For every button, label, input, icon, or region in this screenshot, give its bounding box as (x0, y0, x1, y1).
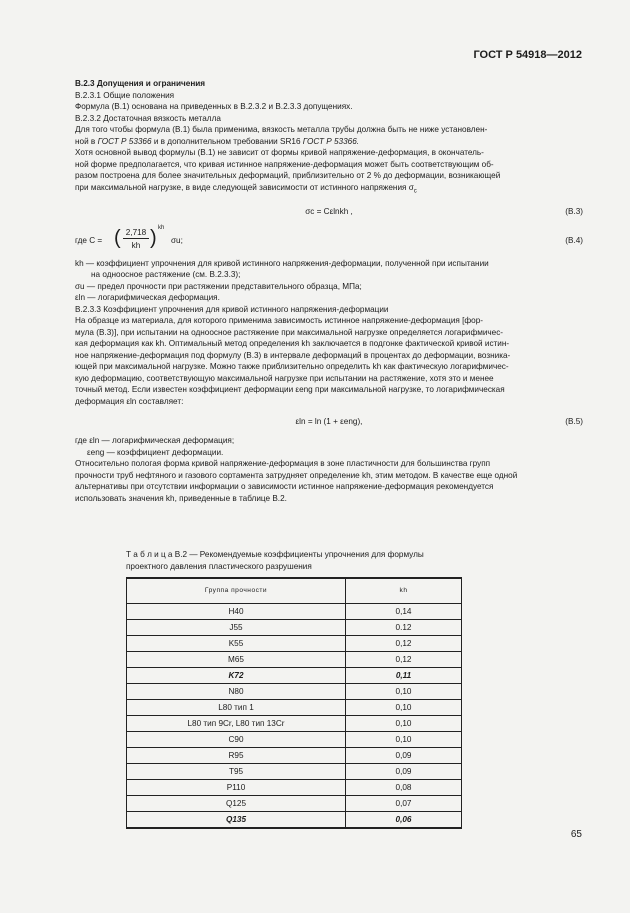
cell-kh-value: 0,10 (346, 700, 462, 716)
section-b232: В.2.3.2 Достаточная вязкость металла (75, 113, 221, 123)
cell-kh-value: 0,09 (346, 748, 462, 764)
cell-kh-value: 0,10 (346, 684, 462, 700)
paragraph-f-3: альтернативы при отсутствии информации о зависимости истинное напряжение-деформация рекомендуется (75, 482, 494, 492)
cell-kh-value: 0,12 (346, 652, 462, 668)
cell-kh-value: 0,12 (346, 636, 462, 652)
table-row (127, 620, 462, 636)
cell-strength-group: P110 (127, 780, 346, 796)
cell-kh-value: 0,10 (346, 732, 462, 748)
cell-strength-group: N80 (127, 684, 346, 700)
cell-kh-value: 0.12 (346, 620, 462, 636)
subscript: c (413, 188, 417, 195)
table-row (127, 652, 462, 668)
text-fragment: ной в (75, 136, 98, 146)
standard-reference: ГОСТ Р 53366. (302, 136, 360, 146)
cell-strength-group: R95 (127, 748, 346, 764)
paragraph-k-8: деформация εln составляет: (75, 396, 184, 406)
paragraph-f-4: использовать значения kh, приведенные в таблице В.2. (75, 493, 287, 503)
table-header-row (127, 578, 462, 604)
paragraph-k-6: кую деформацию, соответствующую максимальной нагрузке при испытании на растяжение, хотя это и менее (75, 373, 494, 383)
column-header-group: Группа прочности (127, 578, 346, 604)
formula-b4-suffix: σu; (171, 235, 183, 245)
cell-strength-group: L80 тип 1 (127, 700, 346, 716)
table-body (127, 604, 462, 829)
formula-b5-number: (В.5) (565, 417, 583, 427)
table-caption-prefix: Т а б л и ц а (126, 550, 173, 559)
definition2-eeng: εeng — коэффициент деформации. (87, 447, 224, 457)
cell-strength-group: C90 (127, 732, 346, 748)
table-row (127, 780, 462, 796)
table-row (127, 796, 462, 812)
cell-strength-group: Q135 (127, 812, 346, 829)
paragraph-viscosity-2 (75, 136, 583, 148)
cell-strength-group: M65 (127, 652, 346, 668)
table-row (127, 668, 462, 684)
cell-strength-group: K55 (127, 636, 346, 652)
definition-kh-2: на одноосное растяжение (см. В.2.3.3); (91, 270, 241, 280)
cell-kh-value: 0,14 (346, 604, 462, 620)
cell-kh-value: 0,06 (346, 812, 462, 829)
strength-group-table (126, 577, 462, 829)
table-row (127, 684, 462, 700)
document-body (75, 78, 583, 504)
cell-kh-value: 0,10 (346, 716, 462, 732)
formula-b3-expression: σc = Cεlnkh , (305, 206, 353, 216)
paragraph-main-4 (75, 182, 583, 198)
paragraph-b1-based: Формула (В.1) основана на приведенных в В.2.3.2 и В.2.3.3 допущениях. (75, 102, 353, 111)
table-caption (126, 549, 526, 572)
table-row (127, 748, 462, 764)
formula-b4-number: (В.4) (565, 235, 583, 245)
paragraph-k-3: кая деформация как kh. Оптимальный метод определения kh заключается в подгонке фактической кривой истин- (75, 339, 510, 349)
table-caption-line-2: проектного давления пластического разрушения (126, 561, 312, 571)
bracket-open: ( (114, 226, 121, 249)
section-b233: В.2.3.3 Коэффициент упрочнения для кривой истинного напряжения-деформации (75, 304, 389, 314)
standard-reference: ГОСТ Р 53366 (97, 136, 152, 146)
paragraph-main-3: разом построена для более значительных деформаций, приблизительно от 2 % до деформации, возникающей (75, 171, 501, 180)
document-header: ГОСТ Р 54918—2012 (473, 49, 582, 61)
table-row (127, 700, 462, 716)
section-b231: В.2.3.1 Общие положения (75, 90, 175, 100)
table-row (127, 604, 462, 620)
formula-b5 (75, 407, 583, 435)
paragraph-k-7: точный метод. Если известен коэффициент деформации εeng при максимальной нагрузке, то логарифмическая (75, 385, 505, 395)
paragraph-f-1: Относительно пологая форма кривой напряжение-деформация в зоне пластичности для большинства групп (75, 459, 491, 469)
exponent: kh (158, 224, 165, 231)
section-b23-title: В.2.3 Допущения и ограничения (75, 79, 206, 88)
paragraph-k-5: ющей при максимальной нагрузке. Можно также приблизительно определить kh как фактическую логарифмичес- (75, 362, 509, 372)
text-fragment: при максимальной нагрузке, в виде следующей зависимости от истинного напряжения σ (75, 182, 414, 192)
table-caption-line-1 (126, 549, 526, 561)
cell-kh-value: 0,08 (346, 780, 462, 796)
cell-strength-group: K72 (127, 668, 346, 684)
table-row (127, 732, 462, 748)
bracket-close: ) (150, 226, 157, 249)
table-row (127, 716, 462, 732)
cell-strength-group: J55 (127, 620, 346, 636)
text-fragment: и в дополнительном требовании SR16 (151, 136, 303, 146)
table-row (127, 636, 462, 652)
definition-kh-1: kh — коэффициент упрочнения для кривой истинного напряжения-деформации, полученной при испытании (75, 258, 489, 268)
definitions-list (75, 258, 583, 304)
definition-eln: εln — логарифмическая деформация. (75, 293, 220, 303)
cell-kh-value: 0,09 (346, 764, 462, 780)
formula-b3 (75, 201, 583, 223)
paragraph-k-2: мула (В.3)], при испытании на одноосное растяжение при максимальной нагрузке определяется логарифмичес- (75, 327, 504, 337)
paragraph-f-2: прочности труб нефтяного и газового сортамента затрудняет определение kh, этим методом. В качестве еще одной (75, 470, 518, 480)
page-number: 65 (570, 829, 582, 840)
paragraph-viscosity-1: Для того чтобы формула (В.1) была применима, вязкость металла трубы должна быть не ниже установлен- (75, 125, 488, 134)
formula-b4-prefix: где C = (75, 235, 103, 245)
formula-b3-number: (В.3) (565, 206, 583, 216)
paragraph-main-2: ной форме предполагается, что кривая истинное напряжение-деформация может быть соответствующим об- (75, 159, 494, 169)
table-row (127, 764, 462, 780)
paragraph-main-1: Хотя основной вывод формулы (В.1) не зависит от формы кривой напряжение-деформация, в окончатель- (75, 148, 484, 157)
column-header-kh: kh (346, 578, 462, 604)
table-caption-text: В.2 — Рекомендуемые коэффициенты упрочнения для формулы (172, 550, 424, 559)
cell-kh-value: 0,07 (346, 796, 462, 812)
cell-strength-group: Q125 (127, 796, 346, 812)
paragraph-k-1: На образце из материала, для которого применима зависимость истинное напряжение-деформация [фор- (75, 316, 483, 326)
table-row (127, 812, 462, 829)
cell-strength-group: H40 (127, 604, 346, 620)
formula-b5-expression: εln = ln (1 + εeng), (295, 417, 363, 427)
definition-su: σu — предел прочности при растяжении представительного образца, МПа; (75, 281, 362, 291)
cell-kh-value: 0,11 (346, 668, 462, 684)
cell-strength-group: T95 (127, 764, 346, 780)
definition2-eln: где εln — логарифмическая деформация; (75, 436, 235, 446)
paragraph-k-4: ное напряжение-деформация под формулу (В.3) в интервале деформаций в процентах до деформации, возника- (75, 350, 511, 360)
fraction-numerator: 2,718 (123, 227, 149, 240)
formula-b4 (75, 223, 583, 257)
fraction-denominator: kh (131, 240, 141, 250)
cell-strength-group: L80 тип 9Cr, L80 тип 13Cr (127, 716, 346, 732)
